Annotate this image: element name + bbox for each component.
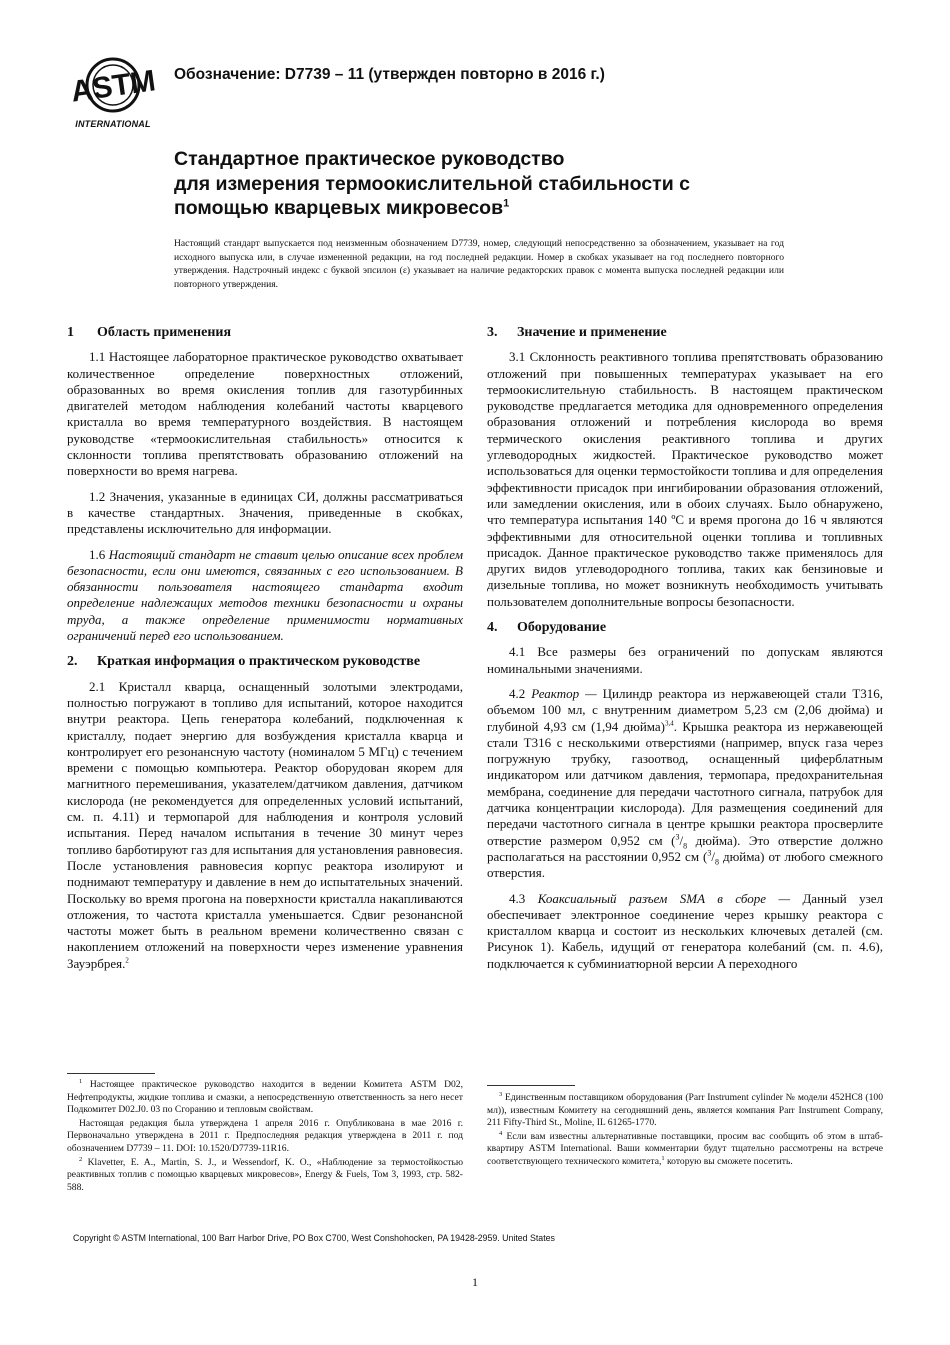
paragraph-1-2: 1.2 Значения, указанные в единицах СИ, должны рассматриваться в качестве стандартных. Значения, приведенные в скобках, представлены исключительно для информации. [67, 488, 463, 537]
section-number: 3. [487, 325, 498, 340]
footnote-divider-left [67, 1073, 155, 1074]
paragraph-4-2-text-a: Цилиндр реактора из нержавеющей стали T316, объемом 100 мл, с внутренним диаметром 5,23 см (2,06 дюйма) и глубиной 4,93 см (1,94 дюйма) [487, 685, 884, 734]
footnotes-right [487, 1092, 883, 1170]
title-line-1: Стандартное практическое руководство [174, 148, 565, 170]
footnote-divider-right [487, 1085, 575, 1086]
footnote-4-text-a: Если вам известны альтернативные поставщики, просим вас сообщить об этом в штаб-квартиру ASTM International. Ваши комментарии будут тщательно рассмотрены на встрече соответствующего технического комитета, [487, 1130, 883, 1167]
left-column [67, 325, 463, 974]
footnote-3 [487, 1092, 883, 1130]
footnote-1 [67, 1079, 463, 1117]
paragraph-4-2-text-c: дюйма). Это отверстие должно располагаться на расстоянии 0,952 см ( [487, 832, 883, 864]
section-number: 1 [67, 325, 74, 340]
section-title: Оборудование [517, 620, 607, 636]
paragraph-2-1-text: 2.1 Кристалл кварца, оснащенный золотыми электродами, полностью погружают в топливо для испытаний, которое находится внутри реактора. Цепь генератора колебаний, подключенная к кристаллу, подает энергию для возбуждения кристалла кварца и контролирует его резонансную частоту (номиналом 5 МГц) с течением времени с помощью компьютера. Реактор оборудован якорем для магнитного перемешивания, указателем/датчиком давления, датчиком кислорода (не рекомендуется для определенных условий испытаний, см. п. 4.11) и термопарой для наблюдения и контроля условий испытания. Перед началом испытания в течение 30 минут через топливо барботируют газ для испытания для установления равновесия. После установления равновесия корпус реактора изолируют и поднимают температуру и давление в нем до испытательных значений. Поскольку во время прогона на поверхности кристалла накапливаются отложения, то частота кристалла уменьшается. Сдвиг резонансной частоты может быть в реальном времени количественно связан с накоплением отложений на поверхности через изменение уравнения Зауэрбрея. [67, 678, 463, 971]
fraction-numerator: 3 [675, 832, 680, 842]
fraction-denominator: 8 [683, 841, 688, 851]
paragraph-4-1: 4.1 Все размеры без ограничений по допускам являются номинальными значениями. [487, 644, 883, 676]
section-2-heading [67, 654, 463, 670]
paragraph-number: 4.2 [509, 685, 526, 701]
right-column [487, 325, 883, 974]
preamble: Настоящий стандарт выпускается под неизменным обозначением D7739, номер, следующий непосредственно за обозначением, указывает на год исходного выпуска или, в случае измененной редакции, на год последней редакции. Номер в скобках указывает на год последнего повторного утверждения. Надстрочный индекс с буквой эпсилон (ε) указывает на наличие редакторских правок с момента выпуска последней редакции или повторного утверждения. [174, 238, 784, 290]
standard-designation: Обозначение: D7739 – 11 (утвержден повторно в 2016 г.) [174, 66, 605, 83]
title-line-2: для измерения термоокислительной стабильности с [174, 172, 690, 195]
paragraph-4-3-text: Данный узел обеспечивает электронное соединение через крышку реактора с кристаллом кварца и состоит из нескольких ключевых деталей (см. Рисунок 1). Кабель, идущий от генератора колебаний (см. п. 4.6), подключается к субминиатюрной версии A переходного [487, 890, 884, 971]
footnote-number: 4 [499, 1129, 503, 1137]
footnote-4 [487, 1131, 883, 1169]
fraction-denominator: 8 [714, 857, 719, 867]
paragraph-4-2-text-d: дюйма) от любого смежного отверстия. [487, 848, 883, 881]
astm-logo [68, 52, 158, 134]
term-reactor: Реактор — [531, 685, 597, 701]
page-number: 1 [472, 1275, 478, 1289]
footnote-2 [67, 1157, 463, 1195]
title-line-3-text: помощью кварцевых микровесов [174, 197, 504, 219]
section-3-heading [487, 325, 883, 341]
document-title [174, 147, 814, 221]
fraction-numerator: 3 [707, 848, 712, 858]
footnote-ref-2: 2 [125, 956, 129, 965]
paragraph-4-2 [487, 686, 883, 882]
astm-logo-letters: ASTM [68, 64, 158, 109]
fraction-3-8: $^3/_8$ [707, 848, 719, 867]
section-1-heading [67, 325, 463, 341]
footnote-ref-1: 1 [661, 1154, 665, 1162]
section-number: 4. [487, 620, 498, 636]
footnote-3-text: Единственным поставщиком оборудования (Parr Instrument cylinder № модели 452HC8 (100 мл)), известным Комитету на сегодняшний день, является компания Parr Instrument Company, 211 Fifty-Third St., Moline, IL 61265-1770. [487, 1092, 883, 1129]
title-footnote-ref: 1 [503, 197, 510, 210]
section-4-heading [487, 620, 883, 636]
footnote-1-edition: Настоящая редакция была утверждена 1 апреля 2016 г. Опубликована в мае 2016 г. Первоначально утверждена в 2011 г. Предпоследняя редакция утверждена в 2011 г. под обозначением D7739 – 11. DOI: 10.1520/D7739-11R16. [67, 1117, 463, 1154]
paragraph-number: 4.3 [509, 890, 526, 906]
safety-statement: Настоящий стандарт не ставит целью описание всех проблем безопасности, если они имеются, связанных с его использованием. В обязанности пользователя настоящего стандарта входит определение надлежащих методов техники безопасности и охраны труда, а также определение применимости нормативных ограничений перед его использованием. [67, 546, 463, 644]
paragraph-4-2-text-b: . Крышка реактора из нержавеющей стали T316 с несколькими отверстиями (например, впуск газа через погружную трубку, газоотвод, оснащенный циферблатным индикатором или датчиком давления, термопара, предохранительная мембрана, соединение для передачи частотного сигнала, патрубок для датчика концентрации кислорода). Для размещения соединений для передачи частотного сигнала в центре крышки реактора просверлите отверстие размером 0,952 см ( [487, 718, 883, 848]
footnote-number: 3 [499, 1090, 503, 1098]
footnote-1-text: Настоящее практическое руководство находится в ведении Комитета ASTM D02, Нефтепродукты, жидкие топлива и смазки, а непосредственную ответственность за него несет Подкомитет D02.J0. 03 по Сгоранию и тепловым свойствам. [67, 1079, 463, 1116]
paragraph-3-1: 3.1 Склонность реактивного топлива препятствовать образованию отложений при повышенных температурах указывает на его термоокислительную стабильность. В настоящем практическом руководстве предлагается методика для одновременного определения образования отложений и потребления кислорода во время термического окисления реактивного топлива и других углеводородных жидкостей. Практическое руководство может использоваться для оценки термостойкости топлива и для определения эффективности присадок при ингибировании образования отложений, или замедлении окисления, или в обоих случаях. Было обнаружено, что температура испытания 140 ºC и время прогона до 16 ч являются эффективными для относительной оценки топлива и топливных присадок. Данное практическое руководство также применялось для других видов углеводородного топлива, таких как бензиновые и дизельные топлива, но может возникнуть необходимость учитывать пользователем дополнительные вопросы безопасности. [487, 349, 883, 609]
title-line-3 [174, 196, 814, 221]
section-number: 2. [67, 654, 78, 670]
footnote-ref-3-4: 3,4 [665, 719, 674, 728]
footnote-2-text: Klavetter, E. A., Martin, S. J., и Wessendorf, K. O., «Наблюдение за термостойкостью реактивных топлив с помощью кварцевых микровесов», Energy & Fuels, Том 3, 1993, стр. 582-588. [67, 1156, 464, 1193]
paragraph-4-3 [487, 891, 883, 972]
fraction-3-8: $^3/_8$ [675, 832, 688, 851]
paragraph-2-1 [67, 679, 463, 972]
section-title: Область применения [97, 325, 232, 340]
paragraph-1-6 [67, 547, 463, 645]
section-title: Значение и применение [517, 325, 667, 340]
section-title: Краткая информация о практическом руководстве [97, 654, 421, 670]
footnote-4-text-b: которую вы сможете посетить. [664, 1155, 793, 1167]
astm-logo-label: INTERNATIONAL [75, 119, 151, 129]
footnote-number: 1 [79, 1077, 83, 1085]
footnote-number: 2 [79, 1155, 83, 1163]
copyright-notice: Copyright © ASTM International, 100 Barr Harbor Drive, PO Box C700, West Conshohocken, PA 19428-2959. United States [73, 1233, 555, 1243]
paragraph-1-1: 1.1 Настоящее лабораторное практическое руководство охватывает количественное определение поверхностных отложений, образованных во время окисления топлив для газотурбинных двигателей методом наблюдения колебаний частоты кварцевого кристалла во время температурного воздействия. В настоящем руководстве «термоокислительная стабильность» относится к склонности топлива препятствовать образованию отложений на поверхности во время нагрева. [67, 349, 463, 479]
term-sma-connector: Коаксиальный разъем SMA в сборе — [537, 890, 791, 906]
paragraph-number: 1.6 [89, 546, 106, 562]
footnotes-left [67, 1079, 463, 1195]
